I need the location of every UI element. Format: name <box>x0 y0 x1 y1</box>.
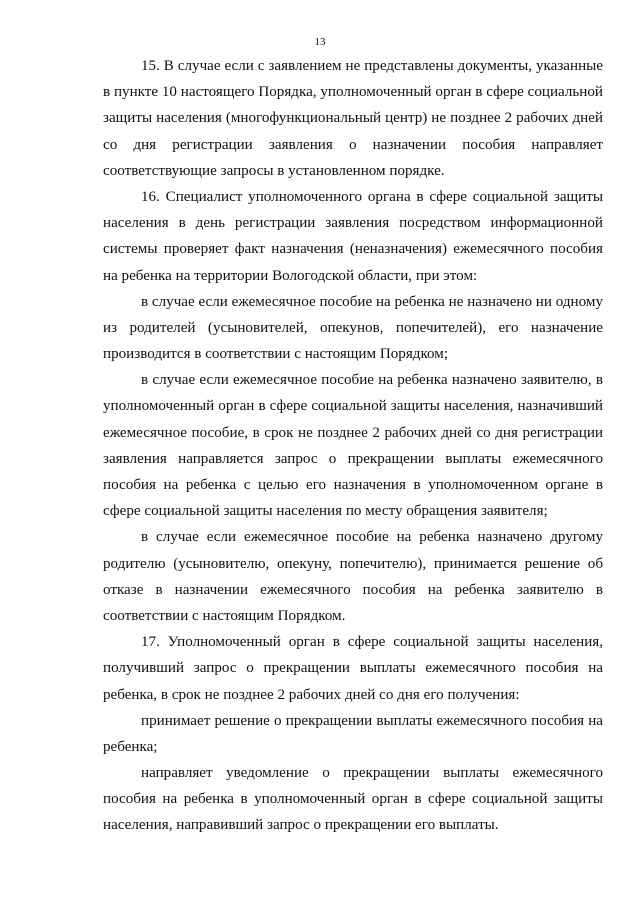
text-line: в пункте 10 настоящего Порядка, уполномоченный орган в сфере социальной <box>103 84 603 101</box>
text-line: населения в день регистрации заявления посредством информационной <box>103 215 603 232</box>
text-line: со дня регистрации заявления о назначении пособия направляет <box>103 136 603 153</box>
text-line: направляет уведомление о прекращении выплаты ежемесячного <box>141 765 603 782</box>
text-line: получивший запрос о прекращении выплаты ежемесячного пособия на <box>103 660 603 677</box>
text-line: заявления направляется запрос о прекращении выплаты ежемесячного <box>103 450 603 467</box>
page-number: 13 <box>314 36 326 48</box>
text-line: ежемесячное пособие, в срок не позднее 2 рабочих дней со дня регистрации <box>103 424 603 441</box>
text-line: пособия на ребенка с целью его назначения в уполномоченном органе в <box>103 477 603 493</box>
text-line: сфере социальной защиты населения по месту обращения заявителя; <box>103 503 548 520</box>
text-line: пособия на ребенка в уполномоченный орган в сфере социальной защиты <box>103 791 603 808</box>
text-line: из родителей (усыновителей, опекунов, попечителей), его назначение <box>103 319 603 336</box>
text-line: защиты населения (многофункциональный центр) не позднее 2 рабочих дней <box>103 110 603 127</box>
text-line: на ребенка на территории Вологодской области, при этом: <box>103 267 478 284</box>
text-line: ребенка; <box>103 738 158 755</box>
text-line: производится в соответствии с настоящим Порядком; <box>103 346 449 363</box>
text-line: в случае если ежемесячное пособие на ребенка назначено другому <box>141 529 603 546</box>
text-line: отказе в назначении ежемесячного пособия на ребенка заявителю в <box>103 581 603 598</box>
text-line: в случае если ежемесячное пособие на ребенка назначено заявителю, в <box>141 372 603 389</box>
text-line: соответствующие запросы в установленном порядке. <box>103 162 445 179</box>
text-line: принимает решение о прекращении выплаты ежемесячного пособия на <box>141 712 603 729</box>
text-line: ребенка, в срок не позднее 2 рабочих дней со дня его получения: <box>103 686 520 703</box>
text-line: 15. В случае если с заявлением не представлены документы, указанные <box>141 58 603 74</box>
document-body <box>103 53 603 839</box>
text-line: уполномоченный орган в сфере социальной защиты населения, назначивший <box>103 398 603 415</box>
text-line: системы проверяет факт назначения (неназначения) ежемесячного пособия <box>103 241 603 258</box>
text-line: 17. Уполномоченный орган в сфере социальной защиты населения, <box>141 634 603 651</box>
text-line: в случае если ежемесячное пособие на ребенка не назначено ни одному <box>141 293 603 310</box>
text-line: соответствии с настоящим Порядком. <box>103 607 346 624</box>
text-line: населения, направивший запрос о прекращении его выплаты. <box>103 817 499 834</box>
text-line: родителю (усыновителю, опекуну, попечителю), принимается решение об <box>103 555 603 572</box>
text-line: 16. Специалист уполномоченного органа в сфере социальной защиты <box>141 188 603 205</box>
